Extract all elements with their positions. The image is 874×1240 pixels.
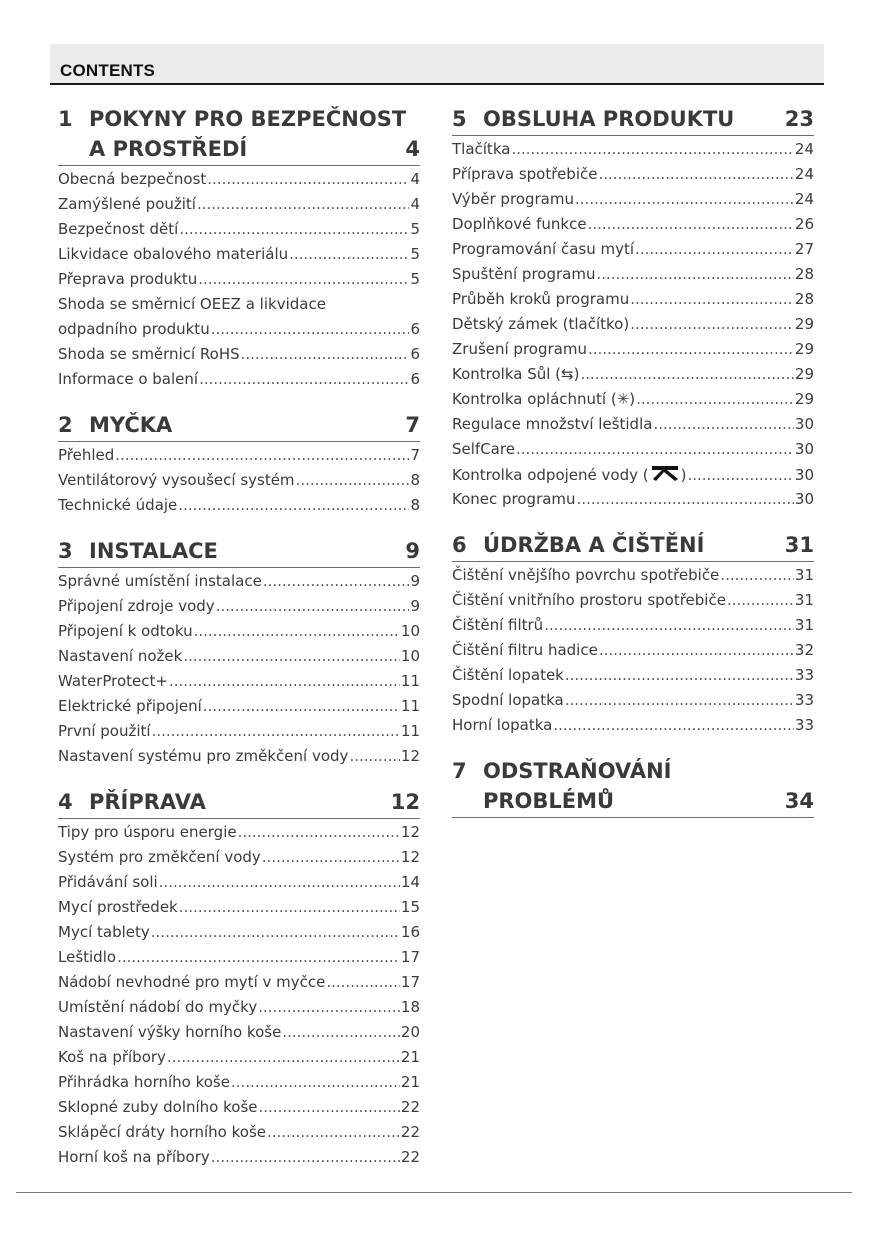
toc-entry-page[interactable]: 32: [794, 641, 814, 659]
dot-leader: [115, 443, 409, 468]
dot-leader: [169, 669, 400, 694]
toc-entry[interactable]: [452, 237, 814, 262]
section-page-number[interactable]: 12: [390, 790, 420, 814]
toc-entry-page[interactable]: 30: [794, 440, 814, 458]
toc-entry[interactable]: [58, 1145, 420, 1170]
dot-leader: [636, 387, 794, 412]
toc-section: [452, 530, 814, 738]
dot-leader: [653, 412, 793, 437]
toc-entry[interactable]: [58, 192, 420, 217]
toc-entry-label: Kontrolka Sůl (⇆): [452, 365, 580, 383]
toc-entry-page[interactable]: 27: [794, 240, 814, 258]
toc-entry-page[interactable]: 4: [410, 170, 420, 188]
toc-section: [58, 104, 420, 392]
toc-entry-page[interactable]: 6: [410, 320, 420, 338]
page-title: CONTENTS: [60, 61, 156, 80]
dot-leader: [152, 719, 400, 744]
toc-entry[interactable]: [58, 1045, 420, 1070]
section-heading: [58, 104, 420, 166]
toc-entry[interactable]: [452, 638, 814, 663]
toc-entry-label: WaterProtect+: [58, 672, 168, 690]
dot-leader: [151, 920, 400, 945]
toc-entry-label: Systém pro změkčení vody: [58, 848, 261, 866]
toc-entry-page[interactable]: 12: [400, 823, 420, 841]
toc-entry-page[interactable]: 28: [794, 290, 814, 308]
toc-entry-label: Sklápěcí dráty horního koše: [58, 1123, 266, 1141]
toc-entry[interactable]: [58, 845, 420, 870]
dot-leader: [687, 463, 793, 488]
toc-entry-page[interactable]: 16: [400, 923, 420, 941]
toc-entry-label: Koš na příbory: [58, 1048, 166, 1066]
toc-entry-page[interactable]: 11: [400, 722, 420, 740]
toc-entry-page[interactable]: 24: [794, 140, 814, 158]
toc-entry-page[interactable]: 29: [794, 390, 814, 408]
toc-entry-page[interactable]: 29: [794, 340, 814, 358]
toc-entry-label: Přehled: [58, 446, 115, 464]
dot-leader: [588, 337, 794, 362]
toc-entry-page[interactable]: 8: [410, 496, 420, 514]
toc-section: [58, 787, 420, 1170]
toc-entry-label: Horní koš na příbory: [58, 1148, 210, 1166]
toc-entry-page[interactable]: 5: [410, 220, 420, 238]
toc-entry-page[interactable]: 10: [400, 647, 420, 665]
toc-entry[interactable]: [58, 594, 420, 619]
dot-leader: [511, 137, 793, 162]
toc-entry-page[interactable]: 29: [794, 315, 814, 333]
toc-entry[interactable]: [58, 1095, 420, 1120]
section-heading: [452, 530, 814, 562]
dot-leader: [194, 619, 400, 644]
toc-entry[interactable]: [58, 820, 420, 845]
toc-entry[interactable]: [58, 342, 420, 367]
toc-entry[interactable]: [58, 493, 420, 518]
water-tap-icon: [650, 462, 680, 482]
dot-leader: [565, 688, 794, 713]
section-number: 3: [58, 539, 73, 563]
toc-entry-page[interactable]: 4: [410, 195, 420, 213]
dot-leader: [167, 1045, 400, 1070]
toc-entry-label: Přeprava produktu: [58, 270, 198, 288]
toc-entry-page[interactable]: 6: [410, 370, 420, 388]
toc-entry-page[interactable]: 5: [410, 245, 420, 263]
toc-entry-label: Technické údaje: [58, 496, 178, 514]
toc-entry-label: Čištění vnitřního prostoru spotřebiče: [452, 591, 726, 609]
section-number: 4: [58, 790, 73, 814]
toc-entry[interactable]: [452, 362, 814, 387]
toc-entry-page[interactable]: 31: [794, 591, 814, 609]
toc-entry[interactable]: [58, 167, 420, 192]
dot-leader: [262, 845, 400, 870]
section-title: PŘÍPRAVA: [89, 790, 206, 814]
toc-entry[interactable]: [58, 920, 420, 945]
dot-leader: [241, 342, 410, 367]
dot-leader: [231, 1070, 400, 1095]
toc-entry[interactable]: [58, 242, 420, 267]
toc-entry-label: Spodní lopatka: [452, 691, 564, 709]
dot-leader: [117, 945, 400, 970]
toc-entry-label: Mycí prostředek: [58, 898, 178, 916]
toc-entry-label: Doplňkové funkce: [452, 215, 587, 233]
toc-entry-page[interactable]: 10: [400, 622, 420, 640]
dot-leader: [282, 1020, 400, 1045]
toc-entry-label: Shoda se směrnicí OEEZ a likvidace: [58, 295, 326, 313]
section-title: OBSLUHA PRODUKTU: [483, 107, 735, 131]
toc-entry-label: Likvidace obalového materiálu: [58, 245, 289, 263]
section-number: 1: [58, 107, 73, 131]
toc-entry-page[interactable]: 21: [400, 1048, 420, 1066]
toc-entry-label: Kontrolka odpojené vody ( ): [452, 462, 686, 488]
dot-leader: [179, 217, 409, 242]
toc-entry[interactable]: [58, 468, 420, 493]
toc-entry-page[interactable]: 33: [794, 716, 814, 734]
toc-entry-label: Přihrádka horního koše: [58, 1073, 230, 1091]
toc-entry[interactable]: [58, 870, 420, 895]
toc-entry-page[interactable]: 18: [400, 998, 420, 1016]
toc-entry-page[interactable]: 6: [410, 345, 420, 363]
toc-entry-label: Připojení zdroje vody: [58, 597, 215, 615]
toc-entry-label: Mycí tablety: [58, 923, 150, 941]
section-heading: [58, 536, 420, 568]
section-page-number[interactable]: 9: [405, 539, 420, 563]
toc-entry[interactable]: [58, 317, 420, 342]
toc-entry-label: Čištění filtru hadice: [452, 641, 598, 659]
section-title-line2: A PROSTŘEDÍ: [89, 137, 248, 161]
dot-leader: [635, 237, 794, 262]
toc-entry-label: Leštidlo: [58, 948, 117, 966]
toc-entry[interactable]: [452, 187, 814, 212]
toc-entry[interactable]: [452, 688, 814, 713]
dot-leader: [630, 312, 794, 337]
toc-entry[interactable]: [58, 945, 420, 970]
dot-leader: [565, 663, 794, 688]
section-title: POKYNY PRO BEZPEČNOST: [89, 107, 407, 131]
toc-entry-page[interactable]: 12: [400, 848, 420, 866]
toc-entry-label: Připojení k odtoku: [58, 622, 193, 640]
toc-entry-page[interactable]: 31: [794, 566, 814, 584]
toc-entry-label: Tipy pro úsporu energie: [58, 823, 237, 841]
toc-entry[interactable]: [58, 367, 420, 392]
toc-entry[interactable]: [452, 387, 814, 412]
dot-leader: [289, 242, 409, 267]
toc-entry[interactable]: [452, 713, 814, 738]
toc-entry[interactable]: [58, 1070, 420, 1095]
section-page-number[interactable]: 4: [405, 137, 420, 161]
dot-leader: [179, 895, 400, 920]
dot-leader: [216, 594, 410, 619]
toc-entry[interactable]: [452, 462, 814, 487]
section-heading: [58, 410, 420, 442]
toc-entry-page[interactable]: 15: [400, 898, 420, 916]
dot-leader: [199, 367, 409, 392]
toc-entry-page[interactable]: 17: [400, 948, 420, 966]
toc-entry-page[interactable]: 24: [794, 165, 814, 183]
section-number: 5: [452, 107, 467, 131]
toc-entry-label: Tlačítka: [452, 140, 511, 158]
toc-entry[interactable]: [58, 970, 420, 995]
section-number: 2: [58, 413, 73, 437]
toc-entry-label: Zrušení programu: [452, 340, 587, 358]
toc-entry-page[interactable]: 8: [410, 471, 420, 489]
section-page-number[interactable]: 23: [784, 107, 814, 131]
section-page-number[interactable]: 31: [784, 533, 814, 557]
toc-entry-page[interactable]: 28: [794, 265, 814, 283]
toc-entry-page[interactable]: 33: [794, 666, 814, 684]
toc-entry-label: Dětský zámek (tlačítko): [452, 315, 630, 333]
toc-entry[interactable]: [58, 995, 420, 1020]
dot-leader: [207, 167, 409, 192]
dot-leader: [263, 569, 410, 594]
dot-leader: [598, 162, 793, 187]
toc-entry-page[interactable]: 12: [400, 747, 420, 765]
dot-leader: [203, 694, 400, 719]
toc-entry-label: Informace o balení: [58, 370, 199, 388]
toc-entry[interactable]: [452, 663, 814, 688]
toc-entry[interactable]: [58, 619, 420, 644]
toc-entry-label: Bezpečnost dětí: [58, 220, 179, 238]
toc-section: [58, 536, 420, 769]
toc-entry-label: Ventilátorový vysoušecí systém: [58, 471, 295, 489]
toc-entry-page[interactable]: 24: [794, 190, 814, 208]
toc-entry-label: SelfCare: [452, 440, 515, 458]
dot-leader: [183, 644, 400, 669]
section-number: 6: [452, 533, 467, 557]
dot-leader: [198, 267, 409, 292]
dot-leader: [349, 744, 399, 769]
toc-entry-page[interactable]: 30: [794, 415, 814, 433]
toc-entry-label: Obecná bezpečnost: [58, 170, 207, 188]
toc-entry[interactable]: [58, 217, 420, 242]
toc-section: [452, 756, 814, 818]
toc-entry-page[interactable]: 22: [400, 1123, 420, 1141]
toc-entry-page[interactable]: 22: [400, 1098, 420, 1116]
toc-entry-label: První použití: [58, 722, 151, 740]
dot-leader: [267, 1120, 400, 1145]
toc-entry-label: Příprava spotřebiče: [452, 165, 598, 183]
toc-entry-page[interactable]: 20: [400, 1023, 420, 1041]
section-title: ODSTRAŇOVÁNÍ: [483, 759, 672, 783]
dot-leader: [211, 317, 410, 342]
toc-entry[interactable]: [58, 1120, 420, 1145]
dot-leader: [727, 588, 794, 613]
dot-leader: [599, 638, 794, 663]
toc-entry-label: Konec programu: [452, 490, 576, 508]
dot-leader: [577, 487, 794, 512]
dot-leader: [544, 613, 794, 638]
toc-entry-label: Čištění vnějšího povrchu spotřebiče: [452, 566, 720, 584]
toc-entry[interactable]: [452, 613, 814, 638]
dot-leader: [159, 870, 400, 895]
dot-leader: [296, 468, 410, 493]
toc-section: [58, 410, 420, 518]
dot-leader: [197, 192, 409, 217]
toc-entry[interactable]: [452, 287, 814, 312]
dot-leader: [575, 187, 794, 212]
toc-entry[interactable]: [58, 1020, 420, 1045]
toc-entry-label: Nastavení systému pro změkčení vody: [58, 747, 349, 765]
toc-entry-page[interactable]: 9: [410, 572, 420, 590]
toc-entry-label: Sklopné zuby dolního koše: [58, 1098, 258, 1116]
toc-entry[interactable]: [58, 895, 420, 920]
toc-entry-page[interactable]: 33: [794, 691, 814, 709]
dot-leader: [516, 437, 794, 462]
toc-entry-label: Přidávání soli: [58, 873, 158, 891]
dot-leader: [258, 995, 400, 1020]
toc-entry-label: odpadního produktu: [58, 320, 210, 338]
toc-entry-page[interactable]: 31: [794, 616, 814, 634]
toc-entry-page[interactable]: 17: [400, 973, 420, 991]
dot-leader: [630, 287, 794, 312]
contents-header-bar: [50, 44, 824, 85]
toc-entry[interactable]: [452, 437, 814, 462]
toc-entry-label: Čištění filtrů: [452, 616, 544, 634]
toc-entry-page[interactable]: 14: [400, 873, 420, 891]
dot-leader: [596, 262, 793, 287]
toc-entry-label: Správné umístění instalace: [58, 572, 262, 590]
toc-entry-label: Shoda se směrnicí RoHS: [58, 345, 240, 363]
toc-entry-label: Nastavení výšky horního koše: [58, 1023, 282, 1041]
toc-entry-page[interactable]: 5: [410, 270, 420, 288]
toc-entry-label: Průběh kroků programu: [452, 290, 630, 308]
toc-entry[interactable]: [452, 212, 814, 237]
toc-entry[interactable]: [452, 487, 814, 512]
toc-entry[interactable]: [58, 267, 420, 292]
section-title: MYČKA: [89, 413, 173, 437]
section-title-line2: PROBLÉMŮ: [483, 789, 615, 813]
toc-entry-label: Elektrické připojení: [58, 697, 202, 715]
toc-entry-page[interactable]: 29: [794, 365, 814, 383]
toc-entry-label: Regulace množství leštidla: [452, 415, 653, 433]
toc-entry-page[interactable]: 21: [400, 1073, 420, 1091]
toc-entry-label: Zamýšlené použití: [58, 195, 196, 213]
section-heading: [452, 756, 814, 818]
toc-entry-page[interactable]: 11: [400, 672, 420, 690]
dot-leader: [211, 1145, 400, 1170]
toc-entry[interactable]: [452, 137, 814, 162]
dot-leader: [720, 563, 794, 588]
toc-entry-page[interactable]: 9: [410, 597, 420, 615]
dot-leader: [326, 970, 400, 995]
toc-column-right: [452, 104, 814, 836]
toc-entry-page[interactable]: 26: [794, 215, 814, 233]
section-page-number[interactable]: 7: [405, 413, 420, 437]
toc-entry-label: Programování času mytí: [452, 240, 635, 258]
toc-column-left: [58, 104, 420, 1188]
toc-entry[interactable]: [452, 563, 814, 588]
toc-entry-label: Kontrolka opláchnutí (✳): [452, 390, 636, 408]
toc-entry[interactable]: [452, 162, 814, 187]
toc-entry-page[interactable]: 30: [794, 490, 814, 508]
toc-entry-page[interactable]: 22: [400, 1148, 420, 1166]
footer-divider: [16, 1192, 852, 1193]
toc-entry-page[interactable]: 7: [410, 446, 420, 464]
toc-entry[interactable]: [452, 337, 814, 362]
toc-entry[interactable]: [58, 569, 420, 594]
section-heading: [452, 104, 814, 136]
dot-leader: [553, 713, 794, 738]
toc-entry[interactable]: [58, 719, 420, 744]
toc-entry[interactable]: [452, 312, 814, 337]
toc-entry-label: Výběr programu: [452, 190, 574, 208]
toc-entry[interactable]: [58, 669, 420, 694]
dot-leader: [259, 1095, 400, 1120]
toc-entry-label: Nádobí nevhodné pro mytí v myčce: [58, 973, 326, 991]
toc-entry[interactable]: [58, 292, 420, 317]
toc-entry-label: Horní lopatka: [452, 716, 553, 734]
section-page-number[interactable]: 34: [784, 789, 814, 813]
toc-entry[interactable]: [452, 588, 814, 613]
toc-entry-label: Čištění lopatek: [452, 666, 564, 684]
section-title: INSTALACE: [89, 539, 218, 563]
toc-entry[interactable]: [452, 262, 814, 287]
toc-entry[interactable]: [452, 412, 814, 437]
toc-entry[interactable]: [58, 443, 420, 468]
dot-leader: [238, 820, 400, 845]
toc-entry-page[interactable]: 11: [400, 697, 420, 715]
section-heading: [58, 787, 420, 819]
toc-entry-label: Spuštění programu: [452, 265, 596, 283]
dot-leader: [588, 212, 794, 237]
section-number: 7: [452, 759, 467, 783]
toc-entry[interactable]: [58, 694, 420, 719]
dot-leader: [580, 362, 793, 387]
section-title: ÚDRŽBA A ČIŠTĚNÍ: [483, 533, 705, 557]
dot-leader: [178, 493, 409, 518]
toc-entry[interactable]: [58, 644, 420, 669]
toc-entry-page[interactable]: 30: [794, 466, 814, 484]
toc-entry-label: Umístění nádobí do myčky: [58, 998, 258, 1016]
toc-entry[interactable]: [58, 744, 420, 769]
toc-entry-label: Nastavení nožek: [58, 647, 183, 665]
toc-section: [452, 104, 814, 512]
